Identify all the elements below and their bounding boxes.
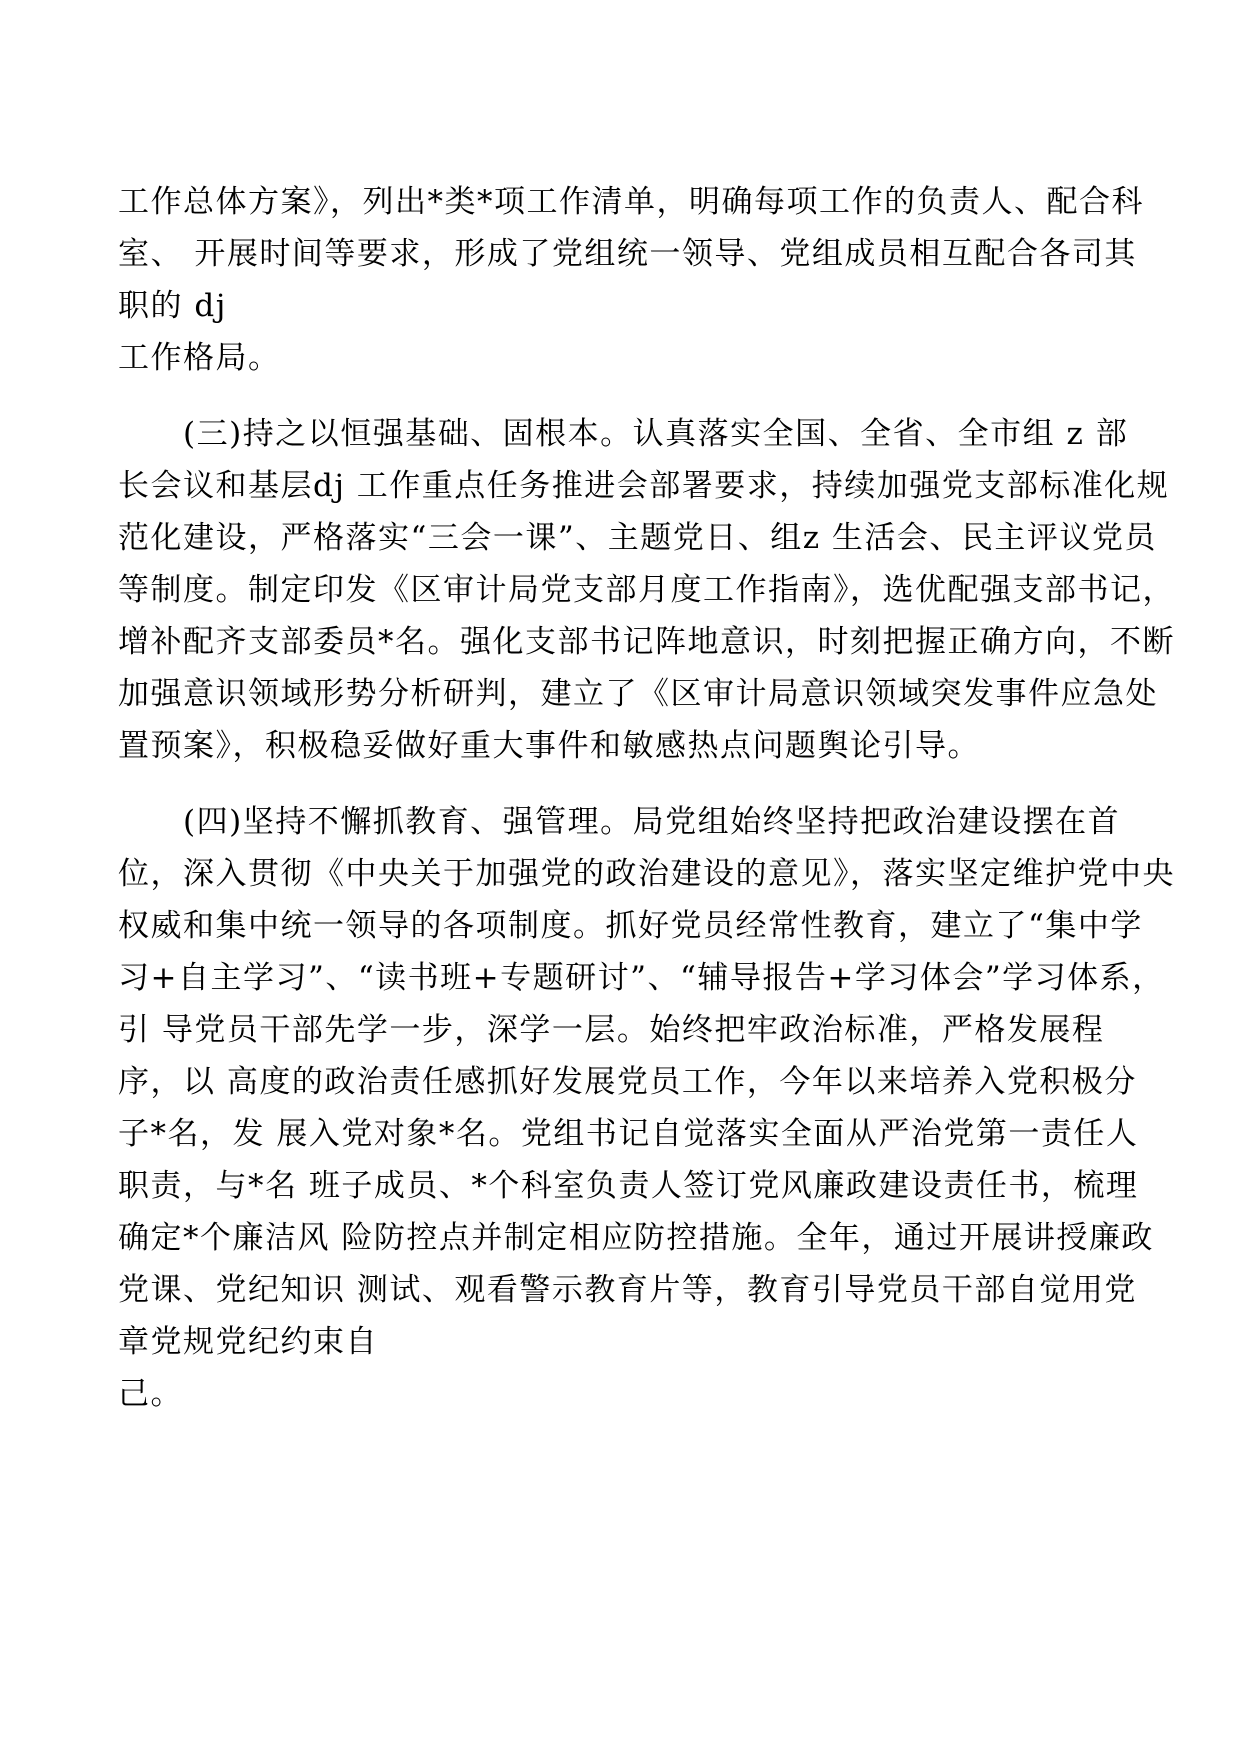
text-line: 增补配齐支部委员*名。强化支部书记阵地意识，时刻把握正确方向，不断: [118, 624, 1175, 660]
text-line: 己。: [118, 1376, 183, 1412]
text-line: 序，以 高度的政治责任感抓好发展党员工作，今年以来培养入党积极分: [118, 1064, 1137, 1100]
text-line: 加强意识领域形势分析研判，建立了《区审计局意识领域突发事件应急处: [118, 676, 1158, 712]
text-line: 职的 dj: [118, 288, 227, 324]
text-line: 习+自主学习”、“读书班+专题研讨”、“辅导报告+学习体会”学习体系，: [118, 960, 1165, 996]
text-line: 工作格局。: [118, 340, 281, 376]
text-line: 子*名，发 展入党对象*名。党组书记自觉落实全面从严治党第一责任人: [118, 1116, 1139, 1152]
text-line: 党课、党纪知识 测试、观看警示教育片等，教育引导党员干部自觉用党: [118, 1272, 1137, 1308]
text-line: 权威和集中统一领导的各项制度。抓好党员经常性教育，建立了“集中学: [118, 908, 1143, 944]
text-line: 长会议和基层dj 工作重点任务推进会部署要求，持续加强党支部标准化规: [118, 468, 1170, 504]
text-line: 等制度。制定印发《区审计局党支部月度工作指南》，选优配强支部书记，: [118, 572, 1175, 608]
text-line: 置预案》，积极稳妥做好重大事件和敏感热点问题舆论引导。: [118, 728, 980, 764]
text-line: 引 导党员干部先学一步，深学一层。始终把牢政治标准，严格发展程: [118, 1012, 1105, 1048]
text-line: 职责，与*名 班子成员、*个科室负责人签订党风廉政建设责任书，梳理: [118, 1168, 1139, 1204]
text-line: 位，深入贯彻《中央关于加强党的政治建设的意见》，落实坚定维护党中央: [118, 856, 1175, 892]
paragraph-3-line: (三)持之以恒强基础、固根本。认真落实全国、全省、全市组 z 部: [118, 416, 1129, 452]
paragraph-4-line: (四)坚持不懈抓教育、强管理。局党组始终坚持把政治建设摆在首: [118, 804, 1121, 840]
text-line: 范化建设，严格落实“三会一课”、主题党日、组z 生活会、民主评议党员: [118, 520, 1157, 556]
text-line: 工作总体方案》，列出*类*项工作清单，明确每项工作的负责人、配合科: [118, 184, 1144, 220]
text-line: 章党规党纪约束自: [118, 1324, 378, 1360]
text-line: 确定*个廉洁风 险防控点并制定相应防控措施。全年，通过开展讲授廉政: [118, 1220, 1154, 1256]
text-line: 室、 开展时间等要求，形成了党组统一领导、党组成员相互配合各司其: [118, 236, 1137, 272]
